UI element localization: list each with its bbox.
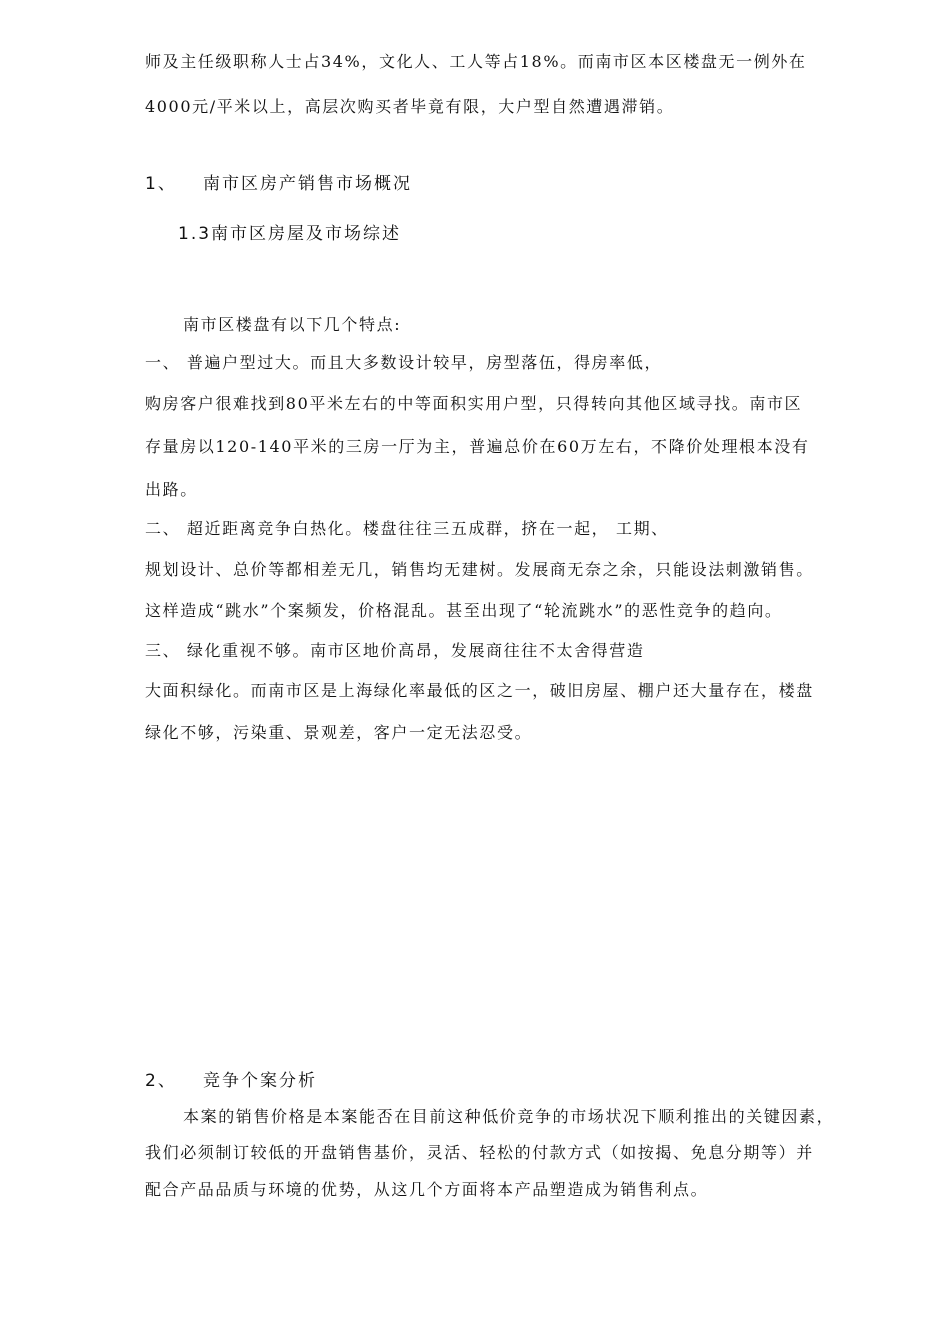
section-number: 1、 <box>145 174 177 194</box>
intro-text: 南市区楼盘有以下几个特点: <box>183 315 402 334</box>
body-text-line: 4000元/平米以上，高层次购买者毕竟有限，大户型自然遭遇滞销。 <box>145 97 675 116</box>
body-text-line: 我们必须制订较低的开盘销售基价，灵活、轻松的付款方式（如按揭、免息分期等）并 <box>145 1143 814 1162</box>
section-number: 2、 <box>145 1071 177 1091</box>
body-text-line: 这样造成“跳水”个案频发，价格混乱。甚至出现了“轮流跳水”的恶性竞争的趋向。 <box>145 601 783 620</box>
body-text-line: 绿化不够，污染重、景观差，客户一定无法忍受。 <box>145 723 533 742</box>
subsection-heading: 1.3南市区房屋及市场综述 <box>178 224 402 244</box>
body-text-line: 三、 绿化重视不够。南市区地价高昂，发展商往往不太舍得营造 <box>145 641 645 660</box>
body-text-line: 购房客户很难找到80平米左右的中等面积实用户型，只得转向其他区域寻找。南市区 <box>145 394 803 413</box>
body-text-line: 出路。 <box>145 480 198 499</box>
body-text-line: 规划设计、总价等都相差无几，销售均无建树。发展商无奈之余，只能设法刺激销售。 <box>145 560 814 579</box>
section-heading-1 <box>145 173 412 195</box>
section-title: 南市区房产销售市场概况 <box>203 174 412 194</box>
body-text-line: 大面积绿化。而南市区是上海绿化率最低的区之一，破旧房屋、棚户还大量存在，楼盘 <box>145 681 814 700</box>
body-text-line: 配合产品品质与环境的优势，从这几个方面将本产品塑造成为销售利点。 <box>145 1180 709 1199</box>
body-text-line: 存量房以120-140平米的三房一厅为主，普遍总价在60万左右，不降价处理根本没有 <box>145 437 810 456</box>
section-title: 竞争个案分析 <box>203 1071 317 1091</box>
section-heading-2 <box>145 1070 317 1092</box>
body-text-line: 本案的销售价格是本案能否在目前这种低价竞争的市场状况下顺利推出的关键因素， <box>183 1107 835 1126</box>
body-text-line: 一、 普遍户型过大。而且大多数设计较早，房型落伍，得房率低， <box>145 353 663 372</box>
body-text-line: 师及主任级职称人士占34%，文化人、工人等占18%。而南市区本区楼盘无一例外在 <box>145 52 807 71</box>
body-text-line: 二、 超近距离竞争白热化。楼盘往往三五成群，挤在一起， 工期、 <box>145 519 669 538</box>
